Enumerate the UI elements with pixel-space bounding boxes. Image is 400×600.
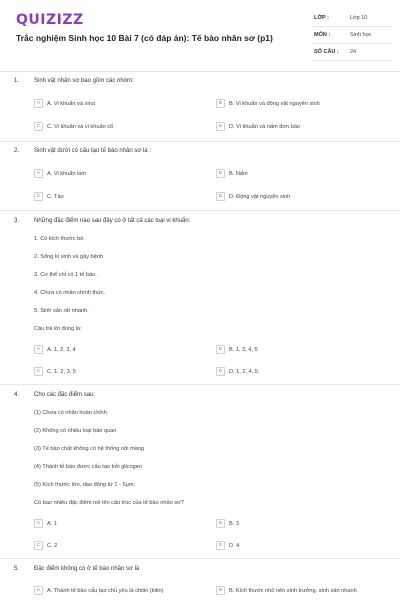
page-header <box>0 0 400 70</box>
meta-label: LỚP : <box>314 15 329 21</box>
question-line: (4) Thành tế bào được cấu tạo bởi glicogen <box>34 464 143 470</box>
option-text: A. 1, 2, 3, 4 <box>47 346 76 353</box>
question-line: 3. Cơ thể chỉ có 1 tế bào. <box>34 272 97 278</box>
option-letter-box: B <box>216 586 225 595</box>
option-a[interactable] <box>34 518 57 529</box>
question-number: 3. <box>14 218 20 224</box>
option-letter-box: A <box>34 519 43 528</box>
option-letter-box: C <box>34 541 43 550</box>
question-list <box>0 78 400 594</box>
meta-row-subject <box>312 27 392 44</box>
option-text: B. Vi khuẩn và động vật nguyên sinh <box>229 100 320 107</box>
option-b[interactable] <box>216 585 357 596</box>
question-line: (1) Chưa có nhân hoàn chỉnh. <box>34 410 109 416</box>
option-a[interactable] <box>34 585 164 596</box>
option-text: C. Vi khuẩn và vi khuẩn cổ <box>47 123 114 130</box>
option-d[interactable] <box>216 121 300 132</box>
option-letter-box: C <box>34 367 43 376</box>
question-3 <box>0 218 400 388</box>
option-letter-box: A <box>34 345 43 354</box>
quizizz-logo: QUIZIZZ <box>16 12 84 28</box>
option-text: D. 1, 2, 4, 5 <box>229 368 258 375</box>
option-text: A. Vi khuẩn và virut <box>47 100 96 107</box>
option-b[interactable] <box>216 98 320 109</box>
option-letter-box: D <box>216 192 225 201</box>
question-1 <box>0 78 400 148</box>
question-line: 5. Sinh sản rất nhanh. <box>34 308 89 314</box>
meta-label: MÔN : <box>314 32 331 38</box>
meta-row-class <box>312 10 392 27</box>
option-c[interactable] <box>34 121 113 132</box>
option-text: C. 2 <box>47 542 58 549</box>
option-b[interactable] <box>216 344 258 355</box>
question-number: 1. <box>14 78 20 84</box>
option-text: A. Thành tế bào cấu tạo chủ yếu là chitin (kitin) <box>47 587 164 594</box>
option-letter-box: B <box>216 519 225 528</box>
question-number: 5. <box>14 566 20 572</box>
question-divider <box>0 558 400 559</box>
option-letter-box: D <box>216 122 225 131</box>
option-d[interactable] <box>216 540 239 551</box>
meta-row-count <box>312 44 392 61</box>
question-divider <box>0 384 400 385</box>
option-text: A. Vi khuẩn lam <box>47 170 87 177</box>
question-number: 2. <box>14 148 20 154</box>
question-number: 4. <box>14 392 20 398</box>
option-c[interactable] <box>34 540 57 551</box>
option-letter-box: C <box>34 192 43 201</box>
option-text: C. Tảo <box>47 193 64 200</box>
option-text: B. Kích thước nhỏ nên sinh trưởng, sinh sản nhanh <box>229 587 357 594</box>
option-a[interactable] <box>34 168 86 179</box>
question-text: Sinh vật dưới có cấu tạo tế bào nhân sơ là : <box>34 148 151 154</box>
option-a[interactable] <box>34 344 76 355</box>
option-c[interactable] <box>34 366 76 377</box>
option-letter-box: D <box>216 541 225 550</box>
option-text: B. 3 <box>229 520 239 527</box>
question-text: Những đặc điểm nào sau đây có ở tất cả các loại vi khuẩn: <box>34 218 191 224</box>
question-divider <box>0 210 400 211</box>
option-b[interactable] <box>216 168 248 179</box>
option-b[interactable] <box>216 518 239 529</box>
option-text: B. Nấm <box>229 170 248 177</box>
option-text: C. 1, 2, 3, 5 <box>47 368 76 375</box>
option-d[interactable] <box>216 191 290 202</box>
page-title: Trắc nghiệm Sinh học 10 Bài 7 (có đáp án): Tế bào nhân sơ (p1) <box>16 33 273 43</box>
option-letter-box: C <box>34 122 43 131</box>
meta-table <box>312 10 392 61</box>
question-text: Cho các đặc điểm sau: <box>34 392 96 398</box>
option-letter-box: B <box>216 345 225 354</box>
question-line: (3) Tế bào chất không có hệ thống nội màng <box>34 446 144 452</box>
question-text: Đặc điểm không có ở tế bào nhân sơ là <box>34 566 140 572</box>
option-letter-box: A <box>34 99 43 108</box>
question-line: Câu trả lời đúng là: <box>34 326 82 332</box>
question-text: Sinh vật nhân sơ bao gồm các nhóm: <box>34 78 134 84</box>
question-line: (5) Kích thước lớn, dao động từ 1 - 5μm. <box>34 482 136 488</box>
option-text: A. 1 <box>47 520 57 527</box>
meta-value: Sinh học <box>350 32 372 38</box>
question-line: 2. Sống kí sinh và gây bệnh <box>34 254 104 260</box>
option-letter-box: A <box>34 169 43 178</box>
header-divider <box>0 71 400 72</box>
meta-value: 24 <box>350 49 357 55</box>
question-2 <box>0 148 400 218</box>
option-c[interactable] <box>34 191 64 202</box>
option-text: D. 4 <box>229 542 240 549</box>
question-line: 1. Có kích thước bé. <box>34 236 85 242</box>
option-letter-box: A <box>34 586 43 595</box>
question-divider <box>0 141 400 142</box>
question-line: Có bao nhiêu đặc điểm nói lên cấu trúc của tế bào nhân sơ? <box>34 500 184 506</box>
option-d[interactable] <box>216 366 258 377</box>
question-5 <box>0 566 400 600</box>
question-line: 4. Chưa có nhân chính thức. <box>34 290 106 296</box>
option-text: D. Vi khuẩn và nấm đơn bào <box>229 123 301 130</box>
option-text: B. 1, 3, 4, 5 <box>229 346 258 353</box>
meta-value: Lớp 10 <box>350 15 368 21</box>
meta-label: SỐ CÂU : <box>314 49 339 55</box>
option-letter-box: B <box>216 169 225 178</box>
option-text: D. Động vật nguyên sinh <box>229 193 291 200</box>
option-a[interactable] <box>34 98 95 109</box>
question-line: (2) Không có nhiều loại bào quan <box>34 428 117 434</box>
option-letter-box: D <box>216 367 225 376</box>
question-4 <box>0 392 400 562</box>
option-letter-box: B <box>216 99 225 108</box>
